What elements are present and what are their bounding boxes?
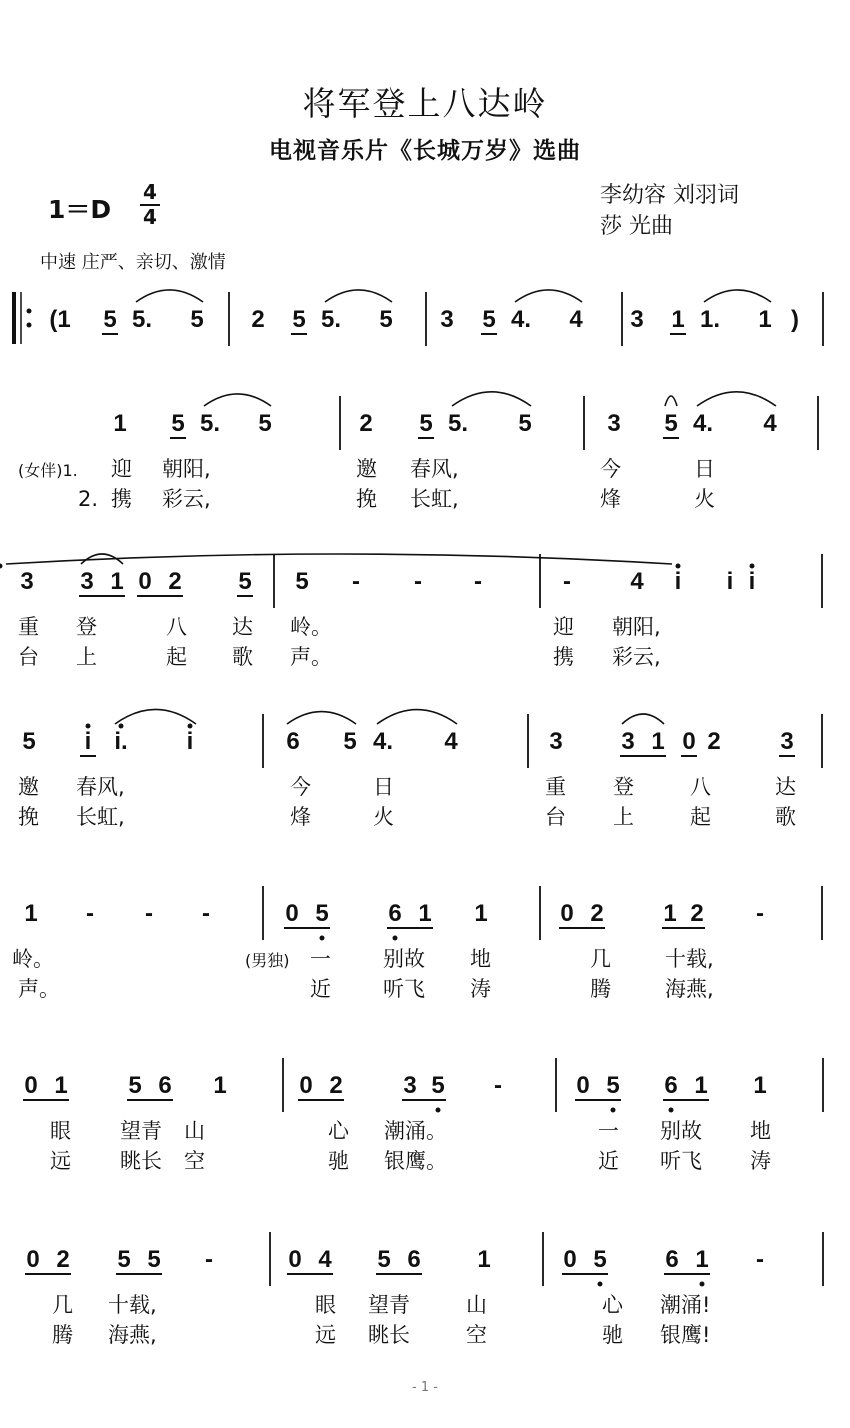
slur xyxy=(115,709,196,724)
lyric-verse-2: 挽 xyxy=(18,805,39,829)
lyric-verse-1: 几 xyxy=(590,947,611,971)
note: 1 xyxy=(695,1246,709,1273)
note: i xyxy=(726,568,734,595)
note: 6 xyxy=(388,900,402,927)
note: 5. xyxy=(199,410,221,437)
lyric-verse-1: 眼 xyxy=(315,1293,336,1317)
low-octave-dot xyxy=(611,1108,616,1113)
note: 5 xyxy=(606,1072,620,1099)
slur xyxy=(204,394,271,406)
note: 5 xyxy=(238,568,252,595)
lyric-verse-2: 携 xyxy=(553,645,574,669)
note: 5 xyxy=(103,306,117,333)
note: - xyxy=(494,1072,502,1099)
lyric-verse-1: 眼 xyxy=(50,1119,71,1143)
lyric-verse-1: 登 xyxy=(613,775,634,799)
lyric-verse-2: 听飞 xyxy=(383,977,425,1001)
lyric-verse-2: 腾 xyxy=(590,977,611,1001)
note: 3 xyxy=(403,1072,417,1099)
low-octave-dot xyxy=(598,1282,603,1287)
note: 6 xyxy=(286,728,300,755)
note: 4 xyxy=(318,1246,332,1273)
lyric-verse-2: 空 xyxy=(466,1323,487,1347)
note: ) xyxy=(791,306,799,333)
slur xyxy=(325,290,392,302)
note: 0 xyxy=(26,1246,40,1273)
low-octave-dot xyxy=(320,936,325,941)
lyric-verse-2: 声。 xyxy=(18,977,60,1001)
lyric-verse-2: 银鹰。 xyxy=(384,1149,447,1173)
lyric-verse-2: 歌 xyxy=(232,645,253,669)
score-row-3 xyxy=(0,554,822,608)
lyric-verse-2: 火 xyxy=(373,805,394,829)
lyric-verse-2: 涛 xyxy=(750,1149,771,1173)
lyric-verse-1: 潮涌。 xyxy=(384,1119,447,1143)
note: 3 xyxy=(630,306,644,333)
score-row-7 xyxy=(25,1232,823,1287)
note: 0 xyxy=(563,1246,577,1273)
lyric-verse-1: 一 xyxy=(310,947,331,971)
tempo-marking: 中速 庄严、亲切、激情 xyxy=(40,252,226,273)
lyric-verse-1: 春风, xyxy=(76,775,125,799)
lyric-verse-1: 别故 xyxy=(383,947,425,971)
lyric-verse-2: 驰 xyxy=(602,1323,623,1347)
note: i xyxy=(186,728,194,755)
note: 5 xyxy=(190,306,204,333)
score-row-2 xyxy=(113,392,818,450)
low-octave-dot xyxy=(393,936,398,941)
note: 2 xyxy=(690,900,704,927)
lyric-verse-1: 一 xyxy=(598,1119,619,1143)
note: 1 xyxy=(758,306,772,333)
note: 1 xyxy=(418,900,432,927)
note: 5 xyxy=(292,306,306,333)
note: 3 xyxy=(20,568,34,595)
lyric-verse-2: 歌 xyxy=(775,805,796,829)
note: 0 xyxy=(299,1072,313,1099)
note: 0 xyxy=(560,900,574,927)
note: 1 xyxy=(671,306,685,333)
lyrics-row-3 xyxy=(18,615,661,669)
note: 1 xyxy=(477,1246,491,1273)
note: 0 xyxy=(682,728,696,755)
lyric-verse-1: 几 xyxy=(52,1293,73,1317)
note: 4 xyxy=(569,306,583,333)
note: 5 xyxy=(295,568,309,595)
lyric-verse-2: 空 xyxy=(184,1149,205,1173)
score-row-1 xyxy=(14,290,823,346)
note: 5 xyxy=(518,410,532,437)
note: 6 xyxy=(664,1072,678,1099)
note: - xyxy=(352,568,360,595)
low-octave-dot xyxy=(700,1282,705,1287)
lyric-verse-2: 远 xyxy=(50,1149,71,1173)
lyric-verse-2: 声。 xyxy=(290,645,332,669)
high-octave-dot xyxy=(188,724,193,729)
note: 2 xyxy=(56,1246,70,1273)
high-octave-dot xyxy=(750,564,755,569)
lyric-verse-1: 邀 xyxy=(356,457,377,481)
lyric-verse-2: 上 xyxy=(613,805,634,829)
note: 4 xyxy=(444,728,458,755)
lyric-verse-1: 今 xyxy=(600,457,621,481)
note: 3 xyxy=(549,728,563,755)
note: 1. xyxy=(699,306,721,333)
slur xyxy=(665,396,677,406)
lyric-verse-2: 眺长 xyxy=(120,1149,162,1173)
note: 0 xyxy=(285,900,299,927)
lyric-verse-2: 彩云, xyxy=(612,645,661,669)
slur xyxy=(136,290,203,302)
note: 1 xyxy=(54,1072,68,1099)
lyric-verse-2: 台 xyxy=(545,805,566,829)
note: 1 xyxy=(110,568,124,595)
slur xyxy=(6,554,672,564)
lyric-verse-2: 火 xyxy=(694,487,715,511)
lyrics-row-7 xyxy=(52,1293,710,1347)
time-sig-bottom: 4 xyxy=(143,205,157,229)
key-signature: 1＝D xyxy=(48,195,112,224)
note: 5 xyxy=(128,1072,142,1099)
note: 5 xyxy=(593,1246,607,1273)
lyric-verse-1: 心 xyxy=(602,1293,623,1317)
note: 2 xyxy=(590,900,604,927)
note: 1 xyxy=(651,728,665,755)
lyric-verse-2: 海燕, xyxy=(108,1323,157,1347)
note: 5 xyxy=(171,410,185,437)
note: 6 xyxy=(665,1246,679,1273)
lyric-verse-1: 重 xyxy=(545,775,566,799)
note: - xyxy=(474,568,482,595)
lyric-verse-1: 春风, xyxy=(410,457,459,481)
note: 1 xyxy=(24,900,38,927)
note: - xyxy=(756,900,764,927)
lyric-verse-1: 达 xyxy=(232,615,253,639)
lyric-verse-1: 十载, xyxy=(108,1293,157,1317)
lyric-verse-2: 上 xyxy=(76,645,97,669)
lyric-verse-1: 朝阳, xyxy=(612,615,661,639)
slur xyxy=(287,712,356,724)
slur xyxy=(377,710,457,724)
lyric-verse-1: 潮涌! xyxy=(660,1293,711,1317)
note: 5 xyxy=(419,410,433,437)
slur xyxy=(697,392,776,406)
repeat-dot xyxy=(27,309,32,314)
note: 1 xyxy=(113,410,127,437)
score-row-5 xyxy=(24,886,822,941)
lyric-verse-1: 邀 xyxy=(18,775,39,799)
score-row-6 xyxy=(23,1058,823,1113)
note: 4 xyxy=(630,568,644,595)
lyric-verse-2: 腾 xyxy=(52,1323,73,1347)
note: - xyxy=(563,568,571,595)
composer-credit: 莎 光曲 xyxy=(600,214,673,239)
lyric-verse-1: 心 xyxy=(328,1119,349,1143)
lyric-verse-2: 驰 xyxy=(328,1149,349,1173)
lyric-verse-2: 挽 xyxy=(356,487,377,511)
song-subtitle: 电视音乐片《长城万岁》选曲 xyxy=(269,138,581,164)
low-octave-dot xyxy=(436,1108,441,1113)
note: 5 xyxy=(377,1246,391,1273)
note: 0 xyxy=(138,568,152,595)
note: 5 xyxy=(147,1246,161,1273)
song-title: 将军登上八达岭 xyxy=(302,84,548,123)
lyric-verse-1: 山 xyxy=(184,1119,205,1143)
lyric-verse-1: 朝阳, xyxy=(162,457,211,481)
note: 3 xyxy=(621,728,635,755)
lyric-verse-2: 携 xyxy=(111,487,132,511)
note: 0 xyxy=(288,1246,302,1273)
note: 1 xyxy=(663,900,677,927)
note: 2 xyxy=(251,306,265,333)
note: (1 xyxy=(49,306,71,333)
lyric-verse-2: 烽 xyxy=(600,487,621,511)
lyric-verse-2: 起 xyxy=(690,805,711,829)
note: i xyxy=(674,568,682,595)
note: 3 xyxy=(80,568,94,595)
lyricist-credit: 李幼容 刘羽词 xyxy=(600,183,739,208)
note: i xyxy=(748,568,756,595)
lyric-verse-1: 岭。 xyxy=(12,947,54,971)
note: - xyxy=(145,900,153,927)
lyric-verse-1: 迎 xyxy=(111,457,132,481)
lyrics-row-4 xyxy=(18,775,796,829)
lyric-verse-1: 望青 xyxy=(120,1119,162,1143)
lyric-verse-2: 眺长 xyxy=(368,1323,410,1347)
note: 5 xyxy=(431,1072,445,1099)
lyric-verse-1: 达 xyxy=(775,775,796,799)
lyric-verse-1: 八 xyxy=(166,615,187,639)
note: 6 xyxy=(158,1072,172,1099)
time-sig-top: 4 xyxy=(143,180,157,204)
lyric-verse-2: 2. xyxy=(78,487,99,511)
slur xyxy=(622,714,664,724)
lyric-verse-2: 烽 xyxy=(290,805,311,829)
lyric-verse-2: 长虹, xyxy=(76,805,125,829)
lyrics-row-2 xyxy=(18,457,715,511)
lyric-verse-2: 涛 xyxy=(470,977,491,1001)
lyric-verse-1: 地 xyxy=(750,1119,771,1143)
note: 0 xyxy=(24,1072,38,1099)
note: 3 xyxy=(607,410,621,437)
note: 5 xyxy=(379,306,393,333)
note: 6 xyxy=(407,1246,421,1273)
note: 2 xyxy=(359,410,373,437)
lyric-verse-2: 听飞 xyxy=(660,1149,702,1173)
note: 5 xyxy=(258,410,272,437)
lyric-verse-1: 登 xyxy=(76,615,97,639)
page-number: - 1 - xyxy=(412,1380,438,1395)
note: 5 xyxy=(343,728,357,755)
lyric-verse-1: 岭。 xyxy=(290,615,332,639)
high-octave-dot xyxy=(0,564,3,569)
note: 2 xyxy=(168,568,182,595)
note: 5. xyxy=(320,306,342,333)
high-octave-dot xyxy=(119,724,124,729)
lyric-verse-1: (男独) xyxy=(245,951,290,970)
high-octave-dot xyxy=(86,724,91,729)
note: 5. xyxy=(447,410,469,437)
repeat-dot xyxy=(27,323,32,328)
high-octave-dot xyxy=(676,564,681,569)
lyric-verse-1: 日 xyxy=(373,775,394,799)
lyric-verse-2: 远 xyxy=(315,1323,336,1347)
note: 5 xyxy=(22,728,36,755)
slur xyxy=(515,290,582,302)
note: 0 xyxy=(576,1072,590,1099)
note: - xyxy=(86,900,94,927)
lyric-verse-2: 长虹, xyxy=(410,487,459,511)
lyric-verse-1: (女伴)1. xyxy=(18,461,78,480)
lyric-verse-1: 日 xyxy=(694,457,715,481)
note: i xyxy=(84,728,92,755)
lyric-verse-1: 今 xyxy=(290,775,311,799)
note: 3 xyxy=(440,306,454,333)
note: 1 xyxy=(474,900,488,927)
note: 2 xyxy=(707,728,721,755)
note: 5 xyxy=(117,1246,131,1273)
note: 4 xyxy=(763,410,777,437)
lyric-verse-1: 地 xyxy=(470,947,491,971)
note: 5 xyxy=(482,306,496,333)
note: - xyxy=(202,900,210,927)
lyric-verse-2: 银鹰! xyxy=(660,1323,711,1347)
lyric-verse-2: 彩云, xyxy=(162,487,211,511)
note: 4. xyxy=(692,410,714,437)
note: - xyxy=(756,1246,764,1273)
note: 4. xyxy=(372,728,394,755)
lyric-verse-1: 望青 xyxy=(368,1293,410,1317)
note: 5. xyxy=(131,306,153,333)
note: 1 xyxy=(213,1072,227,1099)
note: i. xyxy=(114,728,128,755)
note: 4. xyxy=(510,306,532,333)
note: 2 xyxy=(329,1072,343,1099)
note: 1 xyxy=(753,1072,767,1099)
lyric-verse-1: 八 xyxy=(690,775,711,799)
lyric-verse-1: 迎 xyxy=(553,615,574,639)
lyric-verse-2: 台 xyxy=(18,645,39,669)
lyrics-row-6 xyxy=(50,1119,771,1173)
note: 5 xyxy=(315,900,329,927)
lyric-verse-1: 十载, xyxy=(665,947,714,971)
note: - xyxy=(414,568,422,595)
lyric-verse-2: 近 xyxy=(310,977,331,1001)
lyric-verse-2: 近 xyxy=(598,1149,619,1173)
slur xyxy=(452,392,531,406)
note: 5 xyxy=(664,410,678,437)
lyric-verse-2: 起 xyxy=(166,645,187,669)
lyrics-row-5 xyxy=(12,947,714,1001)
slur xyxy=(704,290,771,302)
score-row-4 xyxy=(22,709,822,768)
note: 3 xyxy=(780,728,794,755)
note: 1 xyxy=(694,1072,708,1099)
lyric-verse-2: 海燕, xyxy=(665,977,714,1001)
lyric-verse-1: 别故 xyxy=(660,1119,702,1143)
low-octave-dot xyxy=(669,1108,674,1113)
note: - xyxy=(205,1246,213,1273)
lyric-verse-1: 重 xyxy=(18,615,39,639)
lyric-verse-1: 山 xyxy=(466,1293,487,1317)
